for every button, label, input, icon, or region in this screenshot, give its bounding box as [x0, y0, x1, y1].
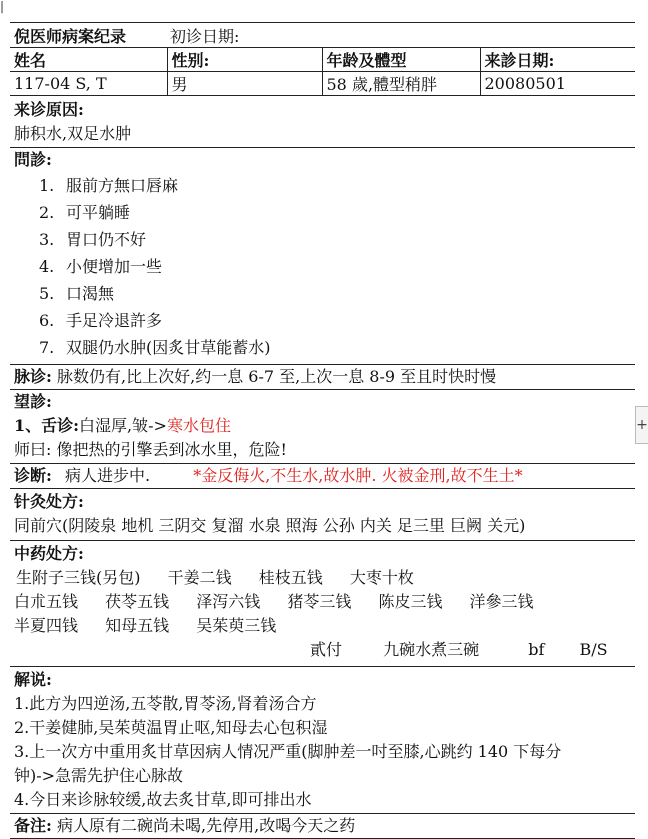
herb-row [14, 566, 631, 590]
herb-item: 洋參三钱 [469, 592, 534, 611]
visit-date-label: 来診日期: [480, 48, 635, 72]
herb-item: 生附子三钱(另包) [16, 568, 141, 587]
explanation-line: 2.干姜健肺,吴茱萸温胃止呕,知母去心包积湿 [14, 718, 328, 737]
inquiry-label: 問診: [14, 150, 52, 169]
dosage-bs: B/S [579, 640, 608, 659]
herb-item: 茯苓五钱 [105, 592, 170, 611]
acupuncture-section [10, 489, 635, 541]
inquiry-item-text: 服前方無口唇麻 [66, 176, 179, 195]
inquiry-item-text: 小便增加一些 [66, 257, 163, 276]
explanation-line: 1.此方为四逆汤,五苓散,胃苓汤,肾着汤合方 [14, 694, 317, 713]
visit-date-value: 20080501 [480, 72, 635, 96]
explanation-line: 4.今日来诊脉较缓,故去炙甘草,即可排出水 [14, 790, 312, 809]
notes-label: 备注: [14, 816, 52, 835]
age-build-value: 58 歲,體型稍胖 [322, 72, 480, 96]
reason-section [10, 96, 635, 148]
inquiry-item [39, 199, 631, 226]
inquiry-item-text: 胃口仍不好 [66, 230, 147, 249]
inquiry-item-number: 4. [39, 257, 55, 276]
explanation-line: 3.上一次方中重用炙甘草因病人情况严重(脚肿差一吋至膝,心跳约 140 下每分 [14, 742, 562, 761]
explanation-line: 钟)->急需先护住心脉故 [14, 766, 184, 785]
patient-info [10, 48, 635, 96]
inquiry-item [39, 307, 631, 334]
tongue-text: 白湿厚,皱-> [79, 416, 167, 435]
inquiry-item-text: 口渴無 [66, 284, 115, 303]
inquiry-item [39, 172, 631, 199]
inquiry-item-number: 6. [39, 311, 55, 330]
inquiry-list [14, 172, 631, 361]
herb-item: 半夏四钱 [14, 616, 79, 635]
herb-item: 泽泻六钱 [196, 592, 261, 611]
acupuncture-label: 针灸处方: [14, 492, 84, 511]
herbal-section [10, 541, 635, 667]
herb-row [14, 614, 631, 638]
observation-label: 望診: [14, 392, 52, 411]
reason-label: 来诊原因: [14, 100, 84, 119]
notes-text: 病人原有二碗尚未喝,先停用,改喝今天之药 [57, 816, 356, 835]
first-visit-label: 初诊日期: [170, 26, 240, 46]
explanation-label: 解说: [14, 670, 52, 689]
inquiry-item-number: 3. [39, 230, 55, 249]
herb-item: 陈皮三钱 [378, 592, 443, 611]
explanation-section [10, 667, 635, 814]
dosage-row [14, 638, 631, 662]
dosage-packs: 貳付 [310, 640, 343, 659]
record-title: 倪医师病案纪录 [14, 26, 127, 46]
pulse-label: 脉诊: [14, 367, 52, 386]
pulse-section [10, 365, 635, 390]
inquiry-item-text: 手足冷退許多 [66, 311, 163, 330]
inquiry-item-number: 5. [39, 284, 55, 303]
diagnosis-text: 病人进步中. [65, 466, 151, 485]
dosage-timing: bf [528, 640, 545, 659]
reason-text: 肺积水,双足水肿 [14, 124, 132, 143]
inquiry-item [39, 334, 631, 361]
herb-item: 猪苓三钱 [287, 592, 352, 611]
record-header [10, 23, 635, 48]
sex-value: 男 [167, 72, 322, 96]
herb-item: 大枣十枚 [349, 568, 414, 587]
explanation-lines [14, 692, 631, 812]
teacher-comment: 师曰: 像把热的引擎丢到冰水里，危险! [14, 440, 287, 459]
diagnosis-section [10, 464, 635, 489]
sex-label: 性别: [167, 48, 322, 72]
notes-section [10, 814, 635, 839]
herbal-label: 中药处方: [14, 544, 84, 563]
inquiry-item [39, 226, 631, 253]
inquiry-section [10, 148, 635, 365]
tongue-label: 1、舌诊: [14, 416, 80, 435]
case-record [10, 22, 635, 839]
side-expand-button[interactable]: + [635, 406, 648, 444]
herb-item: 知母五钱 [105, 616, 170, 635]
inquiry-item-text: 双腿仍水肿(因炙甘草能蓄水) [66, 338, 271, 357]
herb-row [14, 590, 631, 614]
age-build-label: 年龄及體型 [322, 48, 480, 72]
tongue-red-text: 寒水包住 [166, 416, 231, 435]
herb-item: 白朮五钱 [14, 592, 79, 611]
page-top-mark: | [0, 0, 5, 13]
inquiry-item-number: 7. [39, 338, 55, 357]
observation-section [10, 390, 635, 464]
inquiry-item-text: 可平躺睡 [66, 203, 131, 222]
inquiry-item [39, 253, 631, 280]
herb-item: 桂枝五钱 [258, 568, 323, 587]
diagnosis-label: 诊断: [14, 466, 52, 485]
inquiry-item-number: 2. [39, 203, 55, 222]
name-label: 姓名 [10, 48, 167, 72]
name-value: 117-04 S, T [10, 72, 167, 96]
inquiry-item-number: 1. [39, 176, 55, 195]
patient-info-table [10, 48, 635, 96]
diagnosis-red-text: *金反侮火,不生水,故水肿. 火被金刑,故不生土* [193, 466, 523, 485]
pulse-text: 脉数仍有,比上次好,约一息 6-7 至,上次一息 8-9 至且时快时慢 [57, 367, 497, 386]
inquiry-item [39, 280, 631, 307]
acupuncture-text: 同前穴(阴陵泉 地机 三阴交 复溜 水泉 照海 公孙 内关 足三里 巨阙 关元) [14, 516, 526, 535]
dosage-water: 九碗水煮三碗 [383, 640, 480, 659]
herb-item: 干姜二钱 [167, 568, 232, 587]
herb-item: 吴茱萸三钱 [196, 616, 277, 635]
